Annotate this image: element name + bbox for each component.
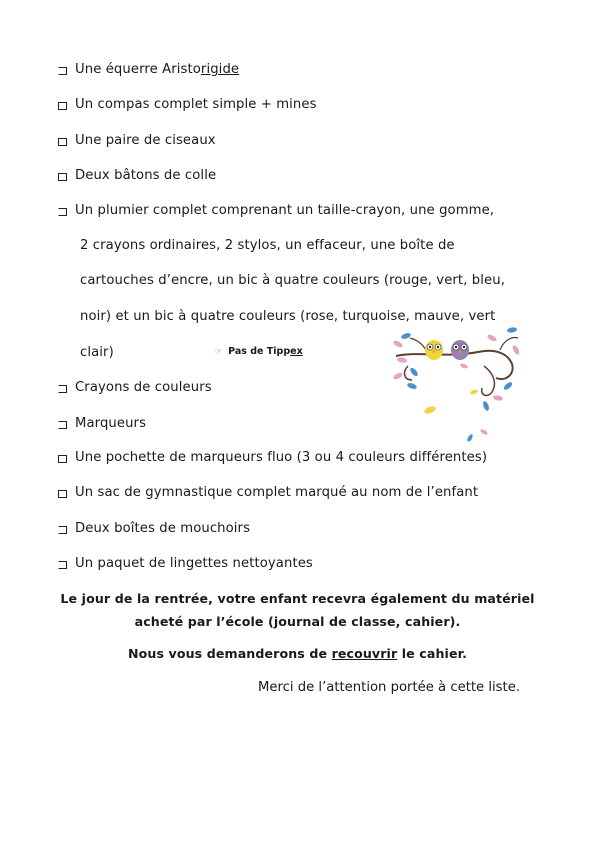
item-text: Marqueurs: [75, 416, 147, 431]
list-item-gym: [58, 485, 478, 501]
owls-on-branch-illustration: [388, 326, 524, 446]
pointing-hand-icon: ☞: [215, 347, 223, 356]
item-text: Deux bâtons de colle: [75, 168, 217, 183]
checkbox-icon: [58, 67, 67, 75]
checkbox-icon: [58, 490, 67, 498]
item-text: Un sac de gymnastique complet marqué au nom de l’enfant: [75, 485, 479, 500]
item-text: Deux boîtes de mouchoirs: [75, 521, 251, 536]
note-text: Pas de Tipp: [228, 346, 291, 357]
rentree-line-3-pre: Nous vous demanderons de: [127, 646, 332, 661]
checkbox-icon: [58, 208, 67, 216]
checkbox-icon: [58, 102, 67, 110]
item-text: Un paquet de lingettes nettoyantes: [75, 556, 313, 571]
rentree-line-3: [0, 646, 595, 662]
checkbox-icon: [58, 561, 67, 569]
item-text: Un compas complet simple + mines: [75, 97, 317, 112]
checkbox-icon: [58, 526, 67, 534]
list-item-colle: [58, 168, 216, 184]
list-item-plumier-line2: 2 crayons ordinaires, 2 stylos, un effaceur, une boîte de: [80, 238, 455, 253]
item-text-underlined: rigide: [200, 62, 240, 77]
rentree-line-3-underlined: recouvrir: [331, 646, 398, 661]
list-item-lingettes: [58, 556, 313, 572]
list-item-compas: [58, 97, 317, 113]
rentree-line-2: acheté par l’école (journal de classe, cahier).: [134, 614, 461, 629]
list-item-plumier-line5: clair): [80, 345, 114, 360]
list-item-crayons: [58, 380, 212, 396]
item-text: Une pochette de marqueurs fluo (3 ou 4 couleurs différentes): [75, 450, 488, 465]
checkbox-icon: [58, 455, 67, 463]
thanks-text: Merci de l’attention portée à cette liste.: [258, 680, 521, 695]
list-item-fluo: [58, 450, 487, 466]
tippex-note: [215, 346, 303, 357]
item-text: Un plumier complet comprenant un taille-crayon, une gomme,: [75, 203, 495, 218]
list-item-plumier: [58, 203, 494, 219]
list-item-plumier-line4: noir) et un bic à quatre couleurs (rose, turquoise, mauve, vert: [80, 309, 496, 324]
item-text: Crayons de couleurs: [75, 380, 212, 395]
list-item-marqueurs: [58, 416, 146, 432]
item-text: Une équerre Aristo: [75, 62, 201, 77]
list-item-mouchoirs: [58, 521, 250, 537]
item-text: Une paire de ciseaux: [75, 133, 216, 148]
note-text-underlined: ex: [290, 346, 303, 357]
checkbox-icon: [58, 421, 67, 429]
list-item-ciseaux: [58, 133, 216, 149]
checkbox-icon: [58, 173, 67, 181]
checkbox-icon: [58, 138, 67, 146]
rentree-line-1: Le jour de la rentrée, votre enfant recevra également du matériel: [60, 591, 535, 606]
list-item-equerre: [58, 62, 239, 78]
list-item-plumier-line3: cartouches d’encre, un bic à quatre couleurs (rouge, vert, bleu,: [80, 273, 505, 288]
rentree-line-3-post: le cahier.: [397, 646, 467, 661]
checkbox-icon: [58, 385, 67, 393]
